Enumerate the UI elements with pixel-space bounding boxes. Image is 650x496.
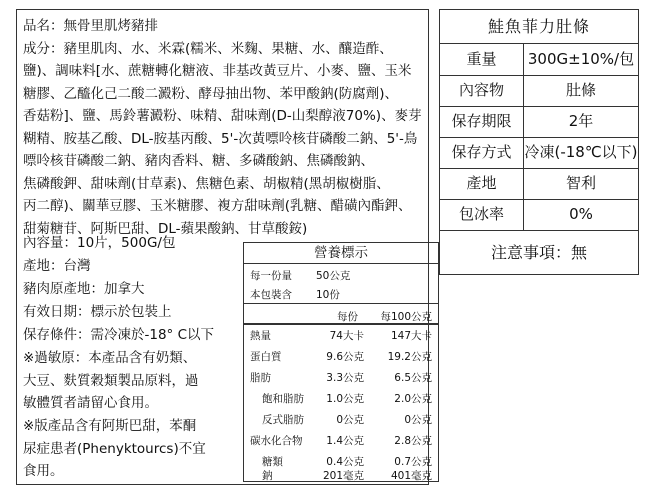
origin: 產地：台灣	[23, 258, 91, 274]
nutrient-name: 蛋白質	[250, 351, 282, 363]
ingredients-line: 焦磷酸鉀、甜味劑(甘草素)、焦糖色素、胡椒精(黑胡椒樹脂、	[23, 175, 390, 192]
spec-title: 鮭魚菲力肚條	[440, 10, 638, 44]
nutrient-name: 反式脂肪	[262, 414, 304, 426]
product-spec-table	[439, 9, 639, 275]
expiry-date: 有效日期：標示於包裝上	[23, 304, 172, 320]
spec-key: 內容物	[440, 75, 524, 106]
product-name: 品名：無骨里肌烤豬排	[23, 18, 158, 34]
spec-row-shelf-life	[440, 106, 638, 138]
nutrient-per-100g: 2.0公克	[394, 393, 432, 405]
spec-key: 保存方式	[440, 137, 524, 168]
spec-value: 智利	[565, 174, 596, 192]
nutrient-per-100g: 0公克	[404, 414, 432, 426]
nutrient-name: 糖類	[262, 456, 283, 468]
allergen-line: 大豆、麩質穀類製品原料，過	[23, 372, 199, 389]
spec-value: 冷凍(-18℃以下)	[524, 143, 638, 161]
col-per-serving: 每份	[337, 311, 358, 323]
allergen-line: 敏體質者請留心食用。	[23, 395, 158, 411]
nutrient-per-100g: 6.5公克	[394, 372, 432, 384]
nutrient-per-serving: 74大卡	[329, 330, 364, 342]
ingredients-line: 甜菊糖苷、阿斯巴甜、DL-蘋果酸鈉、甘草酸銨)	[23, 220, 308, 237]
ingredients-line: 香菇粉]、鹽、馬鈴薯澱粉、味精、甜味劑(D-山梨醇液70%)、麥芽	[23, 108, 422, 124]
ingredients-block	[23, 15, 423, 240]
spec-row-weight	[440, 44, 638, 76]
nutrient-name: 熱量	[250, 330, 271, 342]
spec-row-origin	[440, 168, 638, 200]
nutrient-per-serving: 0.4公克	[326, 456, 364, 468]
aspartame-note	[23, 415, 223, 483]
pork-origin: 豬肉原產地：加拿大	[23, 281, 145, 297]
col-per-100g: 每100公克	[380, 311, 432, 323]
nutrient-name: 飽和脂肪	[262, 393, 304, 405]
servings-label: 本包裝含	[250, 289, 292, 301]
spec-key: 保存期限	[440, 106, 524, 137]
allergen-line: ※過敏原：本產品含有奶類、	[23, 350, 197, 366]
nutrient-name: 鈉	[262, 470, 273, 482]
nutrition-facts-table	[243, 242, 439, 482]
divider	[244, 323, 438, 325]
nutrient-name: 脂肪	[250, 372, 271, 384]
nutrient-per-100g: 147大卡	[390, 330, 432, 342]
nutrient-per-serving: 201毫克	[322, 470, 364, 482]
spec-row-glaze-rate	[440, 199, 638, 231]
nutrient-per-100g: 401毫克	[390, 470, 432, 482]
spec-value: 0%	[569, 205, 593, 223]
nutrient-name: 碳水化合物	[250, 435, 303, 447]
nutrient-per-100g: 0.7公克	[394, 456, 432, 468]
spec-value: 肚條	[565, 81, 596, 99]
ingredients-line: 成分：豬里肌肉、水、米霖(糯米、米麴、果糖、水、釀造酢、	[23, 40, 393, 57]
ingredients-line: 糊精、胺基乙酸、DL-胺基丙酸、5'-次黃嘌呤核苷磷酸二鈉、5'-鳥	[23, 130, 418, 147]
nutrient-per-serving: 9.6公克	[326, 351, 364, 363]
nutrition-title: 營養標示	[244, 243, 438, 264]
storage-condition: 保存條件：需冷凍於-18° C以下	[23, 327, 215, 343]
serving-size-value: 50公克	[316, 270, 351, 282]
nutrient-per-serving: 1.4公克	[326, 435, 364, 447]
nutrient-per-100g: 2.8公克	[394, 435, 432, 447]
ingredients-line: 鹽)、調味料[水、蔗糖轉化糖液、非基改黃豆片、小麥、鹽、玉米	[23, 63, 412, 79]
ingredients-line: 丙二醇)、關華豆膠、玉米糖膠、複方甜味劑(乳糖、醋磺內酯鉀、	[23, 198, 412, 214]
spec-value: 300G±10%/包	[527, 50, 635, 68]
nutrient-per-serving: 0公克	[336, 414, 364, 426]
aspartame-line: 食用。	[23, 463, 64, 479]
content-quantity: 內容量：10片，500G/包	[23, 235, 176, 251]
spec-value: 2年	[568, 112, 594, 130]
servings-value: 10份	[316, 289, 340, 301]
product-label-panel	[16, 9, 432, 485]
notice-text: 注意事項：無	[490, 243, 587, 262]
nutrient-per-serving: 3.3公克	[326, 372, 364, 384]
spec-key: 重量	[440, 44, 524, 75]
spec-key: 包冰率	[440, 199, 524, 230]
serving-size-label: 每一份量	[250, 270, 292, 282]
aspartame-line: 尿症患者(Phenyktourcs)不宜	[23, 440, 206, 457]
aspartame-line: ※版產品含有阿斯巴甜，苯酮	[23, 418, 197, 434]
nutrient-per-100g: 19.2公克	[387, 351, 432, 363]
allergen-note	[23, 347, 223, 415]
spec-row-contents	[440, 75, 638, 107]
ingredients-line: 嘌呤核苷磷酸二鈉、豬肉香料、糖、多磷酸鈉、焦磷酸鈉、	[23, 153, 374, 169]
ingredients-line: 糖膠、乙醯化己二酸二澱粉、酵母抽出物、苯甲酸鈉(防腐劑)、	[23, 85, 399, 102]
divider	[244, 303, 438, 304]
spec-row-storage	[440, 137, 638, 169]
nutrient-per-serving: 1.0公克	[326, 393, 364, 405]
spec-key: 產地	[440, 168, 524, 199]
